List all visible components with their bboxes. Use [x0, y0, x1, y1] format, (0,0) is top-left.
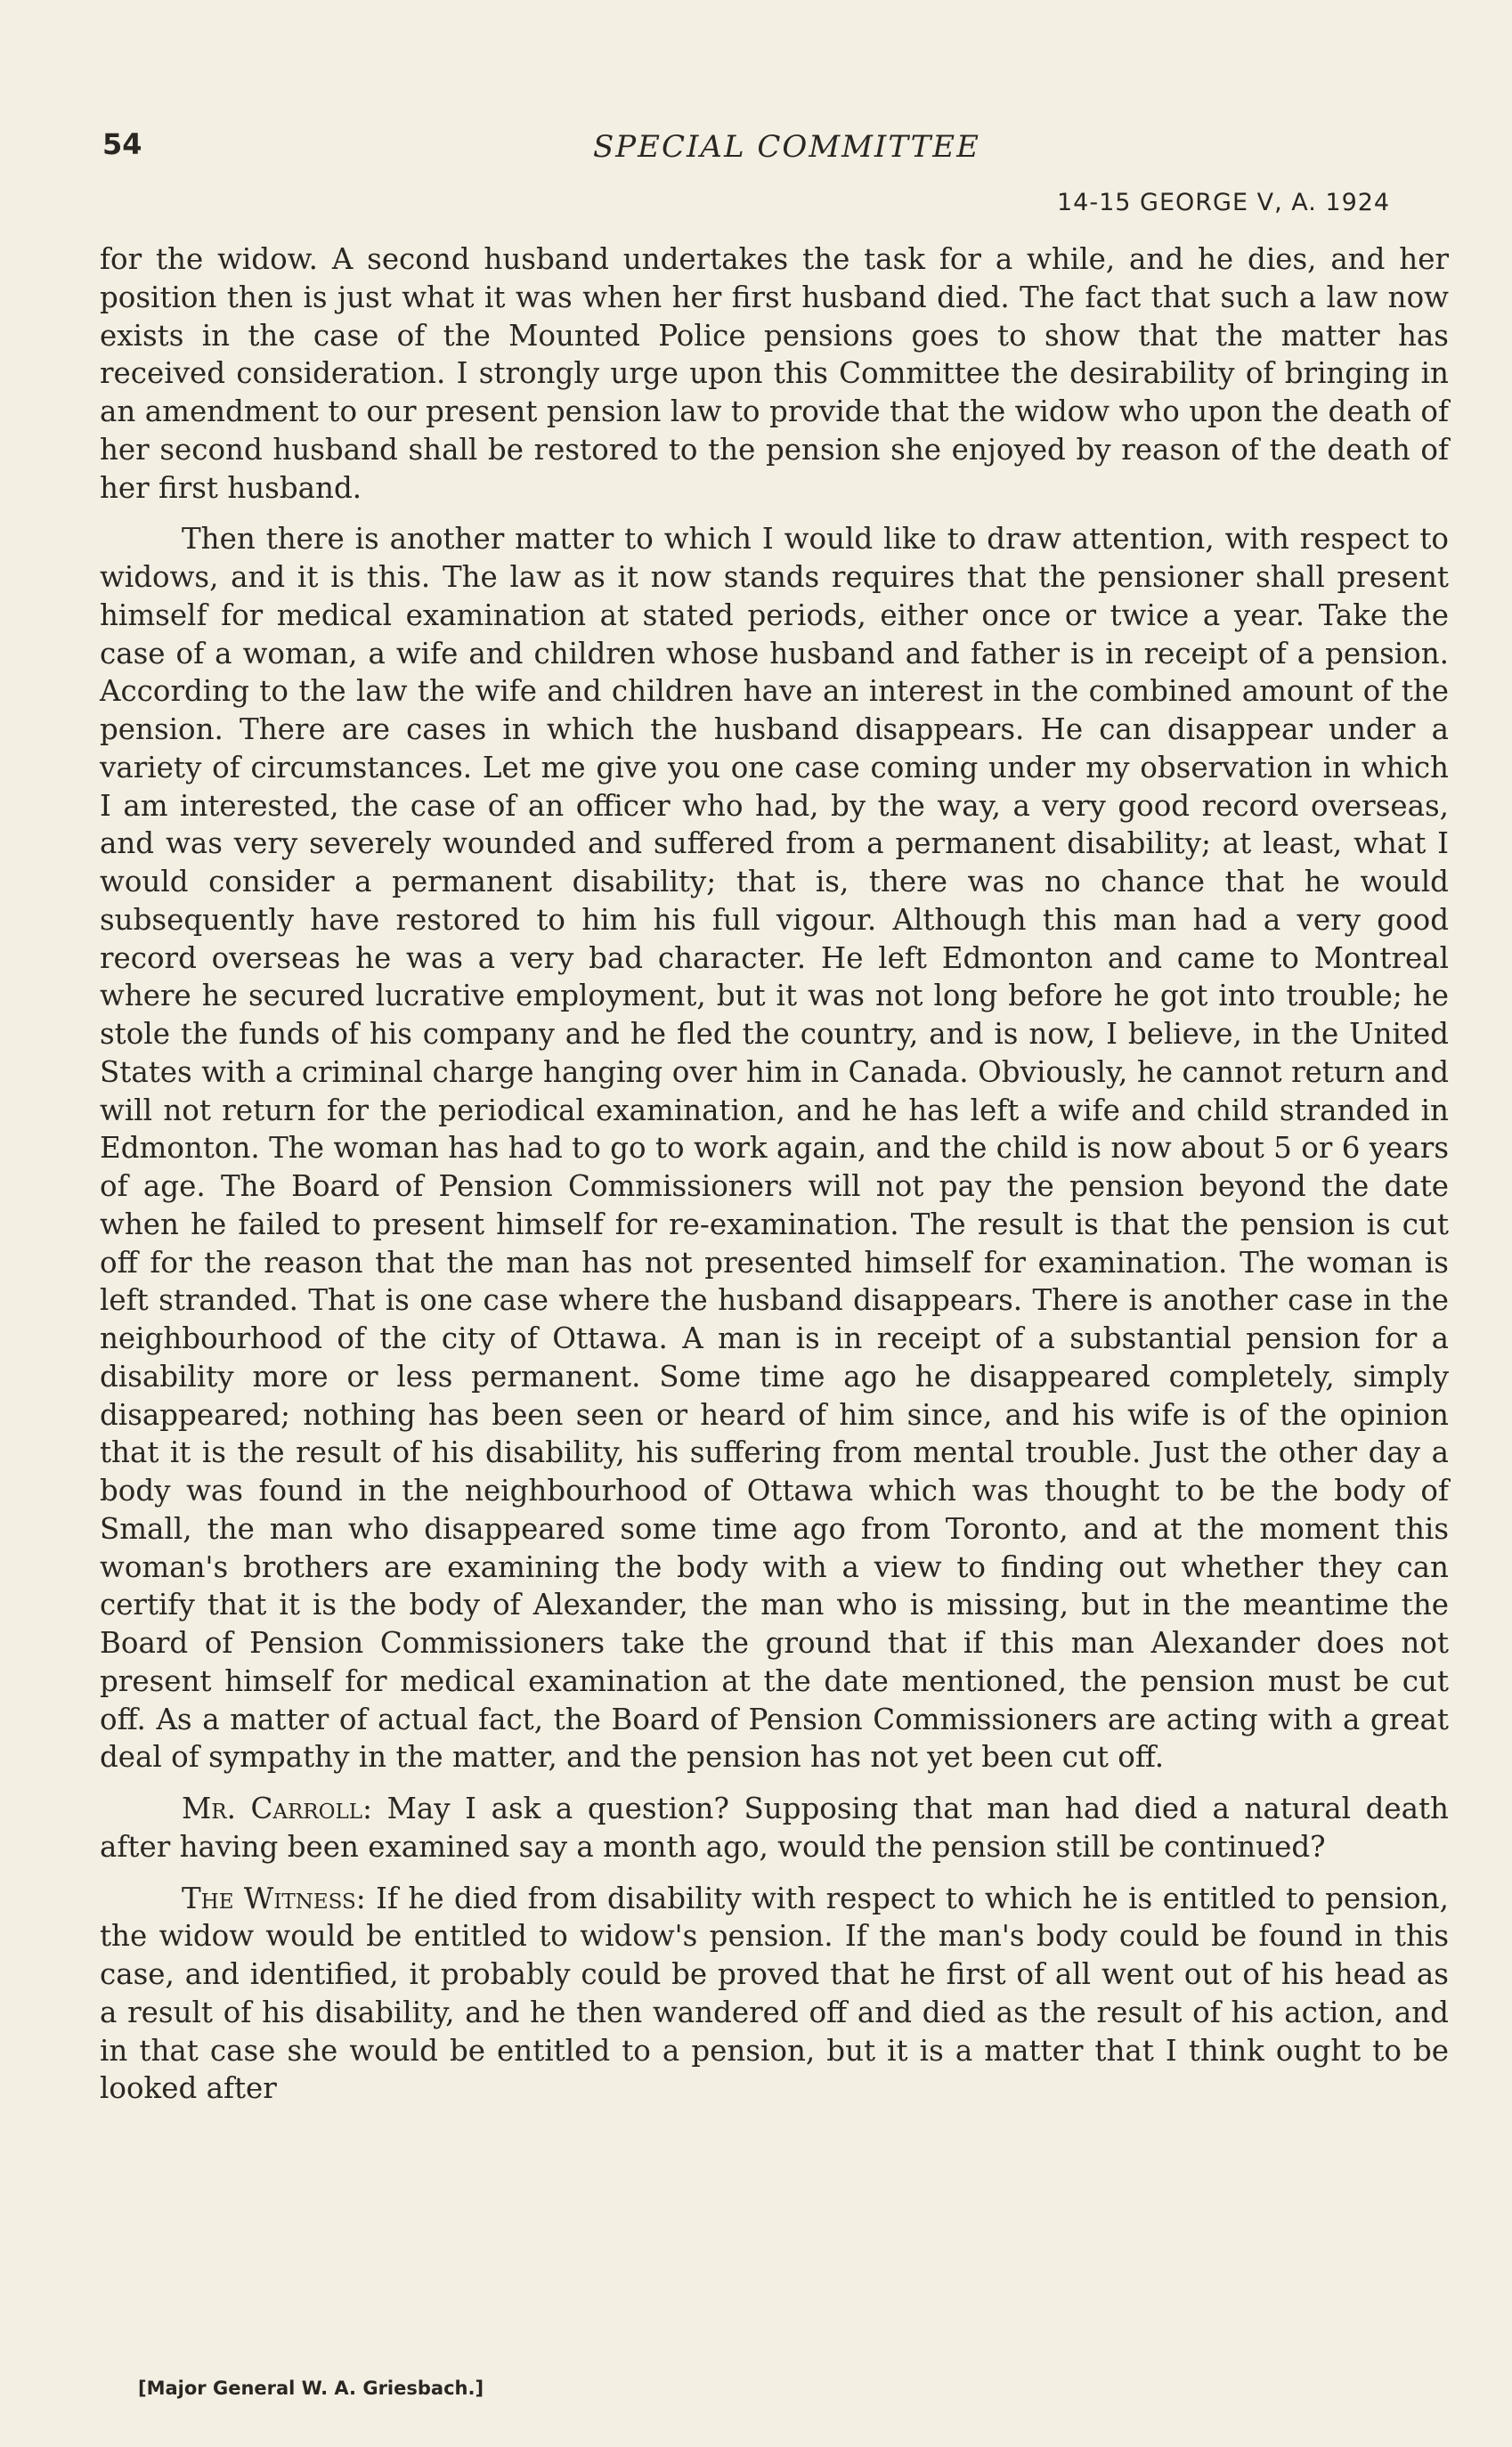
speaker-name: The Witness: — [182, 1881, 366, 1915]
speaker-name: Mr. Carroll: — [182, 1792, 372, 1825]
paragraph-widow-pension: for the widow. A second husband undertakes the task for a while, and he dies, and her position then is just what it was when her first husband died. The fact that such a law now exists in the case of the Mounted Police pensions goes to show that the matter has received consideration. I strongly urge upon this Committee the desirability of bringing in an amendment to our present pension law to provide that the widow who upon the death of her second husband shall be restored to the pension she enjoyed by reason of the death of her first husband. — [100, 242, 1449, 505]
session-reference: 14-15 GEORGE V, A. 1924 — [1057, 189, 1391, 216]
paragraph-disappearance-cases: Then there is another matter to which I would like to draw attention, with respect to widows, and it is this. The law as it now stands requires that the pensioner shall present himself for medical examination at stated periods, either once or twice a year. Take the case of a woman, a wife and children whose husband and father is in receipt of a pension. According to the law the wife and children have an interest in the combined amount of the pension. There are cases in which the husband disappears. He can disappear under a variety of circumstances. Let me give you one case coming under my observation in which I am interested, the case of an officer who had, by the way, a very good record overseas, and was very severely wounded and suffered from a permanent disability; at least, what I would consider a permanent disability; that is, there was no chance that he would subsequently have restored to him his full vigour. Although this man had a very good record overseas he was a very bad character. He left Edmonton and came to Montreal where he secured lucrative employment, but it was not long before he got into trouble; he stole the funds of his company and he fled the country, and is now, I believe, in the United States with a criminal charge hanging over him in Canada. Obviously, he cannot return and will not return for the periodical examination, and he has left a wife and child stranded in Edmonton. The woman has had to go to work again, and the child is now about 5 or 6 years of age. The Board of Pension Commissioners will not pay the pension beyond the date when he failed to present himself for re-examination. The result is that the pension is cut off for the reason that the man has not presented himself for examination. The woman is left stranded. That is one case where the husband disappears. There is another case in the neighbourhood of the city of Ottawa. A man is in receipt of a substantial pension for a disability more or less permanent. Some time ago he disappeared completely, simply disappeared; nothing has been seen or heard of him since, and his wife is of the opinion that it is the result of his disability, his suffering from mental trouble. Just the other day a body was found in the neighbourhood of Ottawa which was thought to be the body of Small, the man who disappeared some time ago from Toronto, and at the moment this woman's brothers are examining the body with a view to finding out whether they can certify that it is the body of Alexander, the man who is missing, but in the meantime the Board of Pension Commissioners take the ground that if this man Alexander does not present himself for medical examination at the date mentioned, the pension must be cut off. As a matter of actual fact, the Board of Pension Commissioners are acting with a great deal of sympathy in the matter, and the pension has not yet been cut off. — [100, 522, 1449, 1775]
running-title: SPECIAL COMMITTEE — [593, 129, 980, 165]
paragraph-witness-answer — [100, 1880, 1449, 2109]
speaker-footnote: [Major General W. A. Griesbach.] — [138, 2378, 484, 2399]
body-text — [100, 240, 1449, 2108]
paragraph-carroll-question — [100, 1790, 1449, 1866]
answer-text: If he died from disability with respect to which he is entitled to pension, the widow would be entitled to widow's pension. If the man's body could be found in this case, and identified, it probably could be proved that he first of all went out of his head as a result of his disability, and he then wandered off and died as the result of his action, and in that case she would be entitled to a pension, but it is a matter that I think ought to be looked after — [100, 1881, 1449, 2106]
page-number: 54 — [102, 127, 142, 161]
question-text: May I ask a question? Supposing that man had died a natural death after having been examined say a month ago, would the pension still be continued? — [100, 1792, 1449, 1864]
